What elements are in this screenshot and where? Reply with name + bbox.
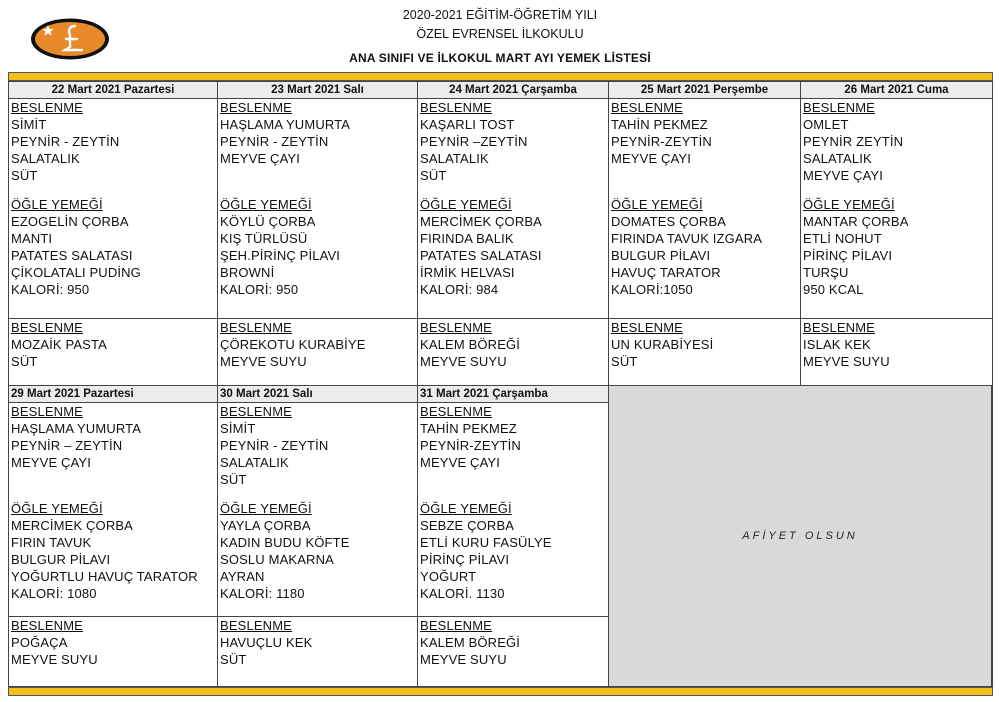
menu-item: PEYNİR - ZEYTİN xyxy=(220,438,329,453)
menu-item: MEYVE ÇAYI xyxy=(220,151,301,166)
school-name: ÖZEL EVRENSEL İLKOKULU xyxy=(416,27,584,41)
bottom-accent-bar xyxy=(8,687,993,696)
calorie-value: KALORİ: 950 xyxy=(220,282,299,297)
menu-item: YAYLA ÇORBA xyxy=(220,518,311,533)
calorie-value: 950 KCAL xyxy=(803,282,864,297)
menu-item: PEYNİR - ZEYTİN xyxy=(220,134,329,149)
menu-item: KALEM BÖREĞİ xyxy=(420,635,521,650)
menu-item: SEBZE ÇORBA xyxy=(420,518,515,533)
menu-item: PİRİNÇ PİLAVI xyxy=(420,552,510,567)
menu-item: MEYVE SUYU xyxy=(11,652,98,667)
menu-item: SALATALIK xyxy=(420,151,489,166)
day-header: 26 Mart 2021 Cuma xyxy=(800,81,993,99)
breakfast-label: BESLENME xyxy=(420,100,493,115)
menu-item: PEYNİR - ZEYTİN xyxy=(11,134,120,149)
breakfast-label: BESLENME xyxy=(220,100,293,115)
menu-item: AYRAN xyxy=(220,569,265,584)
meal-cell xyxy=(417,98,609,319)
menu-item: SÜT xyxy=(611,354,638,369)
menu-item: KIŞ TÜRLÜSÜ xyxy=(220,231,308,246)
lunch-label: ÖĞLE YEMEĞİ xyxy=(420,501,512,516)
calorie-value: KALORİ: 1080 xyxy=(11,586,97,601)
snack-label: BESLENME xyxy=(11,320,84,335)
snack-cell xyxy=(417,616,609,687)
menu-item: PEYNİR-ZEYTİN xyxy=(611,134,712,149)
menu-item: MEYVE ÇAYI xyxy=(11,455,92,470)
calorie-value: KALORİ:1050 xyxy=(611,282,693,297)
menu-item: BROWNİ xyxy=(220,265,275,280)
menu-item: İRMİK HELVASI xyxy=(420,265,515,280)
snack-cell xyxy=(217,318,418,386)
meal-cell xyxy=(217,402,418,617)
menu-item: UN KURABİYESİ xyxy=(611,337,714,352)
menu-item: SÜT xyxy=(220,652,247,667)
menu-item: PEYNİR –ZEYTİN xyxy=(420,134,528,149)
meal-cell xyxy=(8,402,218,617)
menu-item: FIRIN TAVUK xyxy=(11,535,92,550)
snack-label: BESLENME xyxy=(420,320,493,335)
menu-item: YOĞURT xyxy=(420,569,477,584)
menu-item: KADIN BUDU KÖFTE xyxy=(220,535,350,550)
lunch-label: ÖĞLE YEMEĞİ xyxy=(11,197,103,212)
menu-item: MEYVE SUYU xyxy=(420,652,507,667)
menu-item: POĞAÇA xyxy=(11,635,68,650)
menu-item: KÖYLÜ ÇORBA xyxy=(220,214,316,229)
menu-item: SALATALIK xyxy=(220,455,289,470)
meal-cell xyxy=(608,98,801,319)
menu-item: ŞEH.PİRİNÇ PİLAVI xyxy=(220,248,341,263)
meal-cell xyxy=(8,98,218,319)
menu-item: YOĞURTLU HAVUÇ TARATOR xyxy=(11,569,198,584)
menu-item: MANTI xyxy=(11,231,53,246)
menu-item: HAŞLAMA YUMURTA xyxy=(11,421,142,436)
snack-cell xyxy=(417,318,609,386)
meal-cell xyxy=(800,98,993,319)
snack-label: BESLENME xyxy=(220,320,293,335)
menu-item: MEYVE ÇAYI xyxy=(803,168,884,183)
snack-label: BESLENME xyxy=(11,618,84,633)
menu-item: MEYVE ÇAYI xyxy=(611,151,692,166)
menu-item: KAŞARLI TOST xyxy=(420,117,515,132)
snack-cell xyxy=(800,318,993,386)
breakfast-label: BESLENME xyxy=(220,404,293,419)
breakfast-label: BESLENME xyxy=(803,100,876,115)
menu-title: ANA SINIFI VE İLKOKUL MART AYI YEMEK LİSTESİ xyxy=(349,51,651,65)
menu-item: DOMATES ÇORBA xyxy=(611,214,727,229)
lunch-label: ÖĞLE YEMEĞİ xyxy=(220,197,312,212)
menu-item: SALATALIK xyxy=(803,151,872,166)
menu-item: MEYVE SUYU xyxy=(803,354,890,369)
bon-appetit-message: AFİYET OLSUN xyxy=(742,530,858,542)
snack-label: BESLENME xyxy=(220,618,293,633)
menu-item: ÇİKOLATALI PUDİNG xyxy=(11,265,141,280)
menu-item: MEYVE SUYU xyxy=(420,354,507,369)
calorie-value: KALORİ: 984 xyxy=(420,282,499,297)
menu-item: BULGUR PİLAVI xyxy=(11,552,111,567)
lunch-label: ÖĞLE YEMEĞİ xyxy=(803,197,895,212)
day-header: 29 Mart 2021 Pazartesi xyxy=(8,385,218,403)
menu-item: HAŞLAMA YUMURTA xyxy=(220,117,351,132)
menu-item: SÜT xyxy=(11,354,38,369)
day-header: 22 Mart 2021 Pazartesi xyxy=(8,81,218,99)
snack-label: BESLENME xyxy=(611,320,684,335)
menu-item: SÜT xyxy=(220,472,247,487)
menu-item: EZOGELİN ÇORBA xyxy=(11,214,129,229)
menu-item: MANTAR ÇORBA xyxy=(803,214,909,229)
calorie-value: KALORİ: 950 xyxy=(11,282,90,297)
breakfast-label: BESLENME xyxy=(11,100,84,115)
day-header: 30 Mart 2021 Salı xyxy=(217,385,418,403)
menu-item: SÜT xyxy=(420,168,447,183)
menu-item: ÇÖREKOTU KURABİYE xyxy=(220,337,366,352)
menu-item: TAHİN PEKMEZ xyxy=(420,421,517,436)
menu-item: TAHİN PEKMEZ xyxy=(611,117,708,132)
snack-cell xyxy=(8,318,218,386)
calorie-value: KALORİ: 1180 xyxy=(220,586,305,601)
menu-item: SALATALIK xyxy=(11,151,80,166)
lunch-label: ÖĞLE YEMEĞİ xyxy=(611,197,703,212)
lunch-label: ÖĞLE YEMEĞİ xyxy=(420,197,512,212)
top-accent-bar xyxy=(8,72,993,81)
meal-cell xyxy=(417,402,609,617)
menu-item: OMLET xyxy=(803,117,849,132)
menu-item: KALEM BÖREĞİ xyxy=(420,337,521,352)
day-header: 25 Mart 2021 Perşembe xyxy=(608,81,801,99)
bon-appetit-panel xyxy=(608,385,992,687)
menu-item: HAVUÇ TARATOR xyxy=(611,265,721,280)
menu-item: HAVUÇLU KEK xyxy=(220,635,313,650)
menu-item: MOZAİK PASTA xyxy=(11,337,107,352)
snack-label: BESLENME xyxy=(803,320,876,335)
menu-item: ISLAK KEK xyxy=(803,337,871,352)
menu-item: ETLİ NOHUT xyxy=(803,231,882,246)
snack-label: BESLENME xyxy=(420,618,493,633)
breakfast-label: BESLENME xyxy=(611,100,684,115)
menu-item: PİRİNÇ PİLAVI xyxy=(803,248,893,263)
school-year-title: 2020-2021 EĞİTİM-ÖĞRETİM YILI xyxy=(402,8,598,22)
menu-item: SÜT xyxy=(11,168,38,183)
menu-item: FIRINDA TAVUK IZGARA xyxy=(611,231,763,246)
lunch-label: ÖĞLE YEMEĞİ xyxy=(11,501,103,516)
menu-item: SİMİT xyxy=(11,117,47,132)
breakfast-label: BESLENME xyxy=(420,404,493,419)
meal-cell xyxy=(217,98,418,319)
day-header: 31 Mart 2021 Çarşamba xyxy=(417,385,609,403)
menu-item: PATATES SALATASI xyxy=(11,248,133,263)
lunch-label: ÖĞLE YEMEĞİ xyxy=(220,501,312,516)
menu-item: ETLİ KURU FASÜLYE xyxy=(420,535,552,550)
snack-cell xyxy=(608,318,801,386)
menu-item: MERCİMEK ÇORBA xyxy=(11,518,134,533)
menu-item: TURŞU xyxy=(803,265,849,280)
menu-item: PATATES SALATASI xyxy=(420,248,542,263)
snack-cell xyxy=(217,616,418,687)
menu-item: MEYVE SUYU xyxy=(220,354,307,369)
menu-item: PEYNİR-ZEYTİN xyxy=(420,438,521,453)
day-header: 23 Mart 2021 Salı xyxy=(217,81,418,99)
menu-item: MERCİMEK ÇORBA xyxy=(420,214,543,229)
calorie-value: KALORİ. 1130 xyxy=(420,586,505,601)
menu-item: BULGUR PİLAVI xyxy=(611,248,711,263)
day-header: 24 Mart 2021 Çarşamba xyxy=(417,81,609,99)
menu-item: MEYVE ÇAYI xyxy=(420,455,501,470)
menu-item: PEYNİR – ZEYTİN xyxy=(11,438,123,453)
menu-item: FIRINDA BALIK xyxy=(420,231,514,246)
menu-item: PEYNİR ZEYTİN xyxy=(803,134,904,149)
menu-item: SOSLU MAKARNA xyxy=(220,552,334,567)
menu-item: SİMİT xyxy=(220,421,256,436)
breakfast-label: BESLENME xyxy=(11,404,84,419)
snack-cell xyxy=(8,616,218,687)
